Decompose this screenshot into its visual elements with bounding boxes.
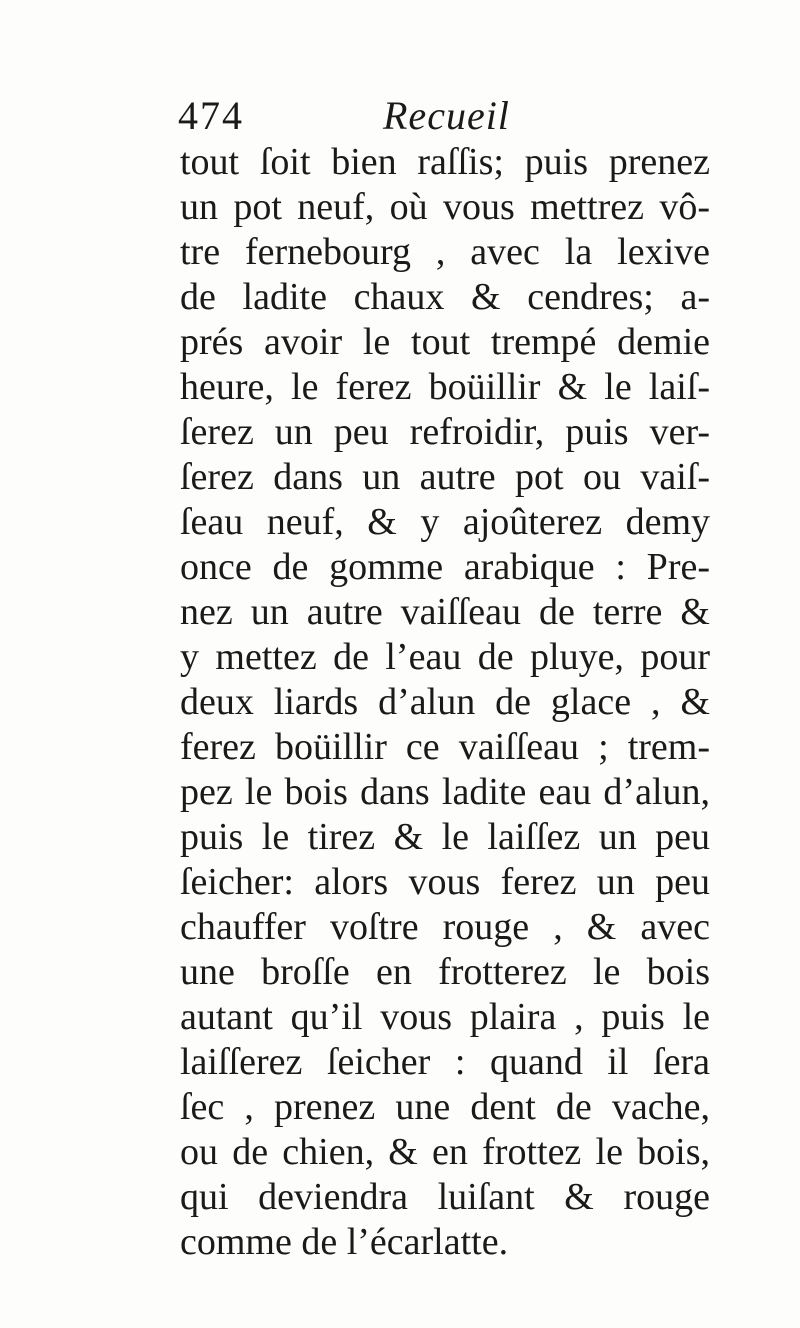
text-line: ou de chien, & en frottez le bois, (180, 1131, 710, 1173)
running-title: Recueil (383, 93, 510, 138)
text-line: puis le tirez & le laiſſez un peu (180, 816, 710, 858)
text-line: ſeau neuf, & y ajoûterez demy (180, 501, 710, 543)
text-line: autant qu’il vous plaira , puis le (180, 996, 710, 1038)
text-line: tre fernebourg , avec la lexive (180, 231, 710, 273)
text-line: laiſſerez ſeicher : quand il ſera (180, 1041, 710, 1083)
text-line: une broſſe en frotterez le bois (180, 951, 710, 993)
text-line: pez le bois dans ladite eau d’alun, (180, 771, 710, 813)
text-line: nez un autre vaiſſeau de terre & (180, 591, 710, 633)
text-line: deux liards d’alun de glace , & (180, 681, 710, 723)
text-line: y mettez de l’eau de pluye, pour (180, 636, 710, 678)
text-line: once de gomme arabique : Pre- (180, 546, 710, 588)
text-line: un pot neuf, où vous mettrez vô- (180, 186, 710, 228)
text-line: chauffer voſtre rouge , & avec (180, 906, 710, 948)
text-line: tout ſoit bien raſſis; puis prenez (180, 141, 710, 183)
text-line: de ladite chaux & cendres; a- (180, 276, 710, 318)
text-line: ſerez un peu refroidir, puis ver- (180, 411, 710, 453)
text-line: comme de l’écarlatte. (180, 1221, 509, 1263)
text-line: qui deviendra luiſant & rouge (180, 1176, 710, 1218)
text-line: ſec , prenez une dent de vache, (180, 1086, 710, 1128)
text-line: ferez boüillir ce vaiſſeau ; trem- (180, 726, 710, 768)
text-line: heure, le ferez boüillir & le laiſ- (180, 366, 710, 408)
text-line: ſerez dans un autre pot ou vaiſ- (180, 456, 710, 498)
body-text (180, 140, 710, 1265)
text-line: ſeicher: alors vous ferez un peu (180, 861, 710, 903)
page-number: 474 (178, 93, 244, 138)
text-line: prés avoir le tout trempé demie (180, 321, 710, 363)
